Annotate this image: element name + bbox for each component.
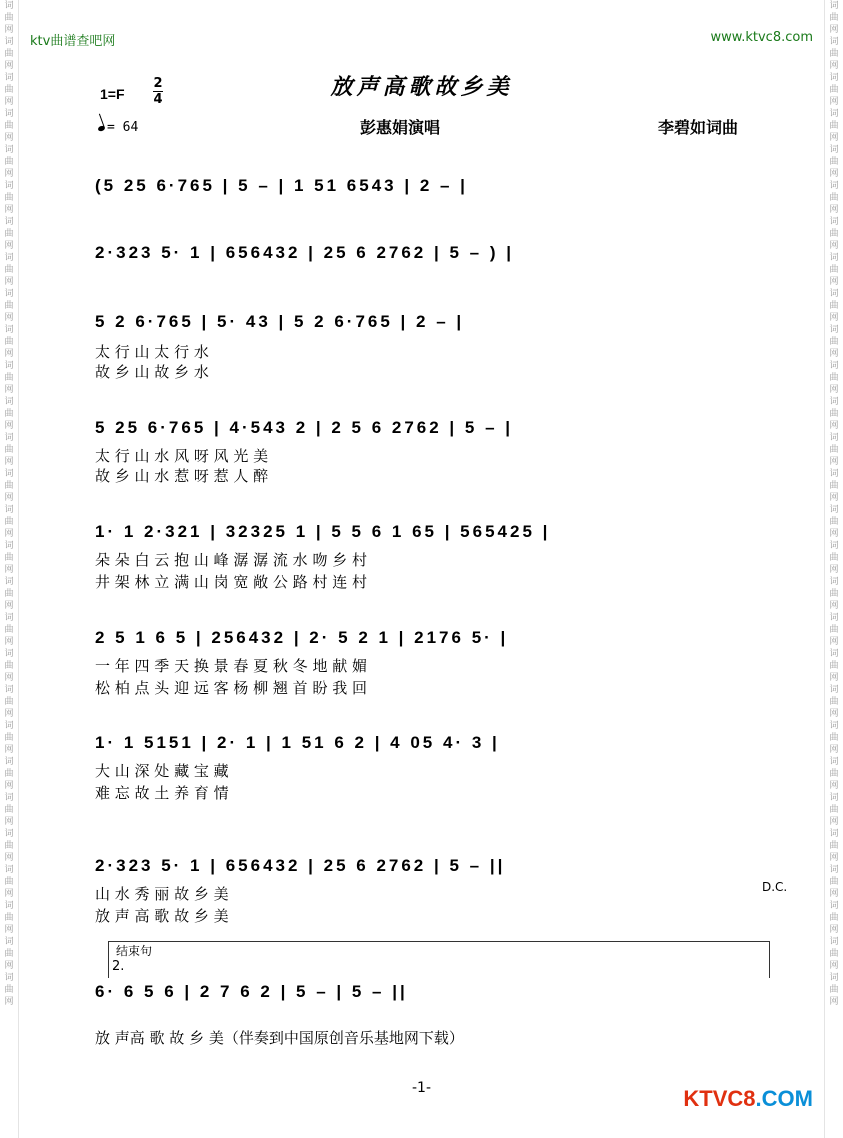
lyric-5-1: 朵 朵 白 云 抱 山 峰 潺 潺 流 水 吻 乡 村 <box>95 551 367 569</box>
coda-label: 结束句 <box>116 944 153 958</box>
dc-mark: D.C. <box>762 880 788 894</box>
time-signature <box>152 76 164 107</box>
tempo-mark: = 64 <box>98 120 138 135</box>
score-line-5: 1· 1 2·321 | 32325 1 | 5 5 6 1 65 | 565425 | <box>95 522 551 541</box>
coda-ending-number: 2. <box>112 959 125 974</box>
side-watermark-left: 词曲网词曲网词曲网词曲网词曲网词曲网词曲网词曲网词曲网词曲网词曲网词曲网词曲网词曲网词曲网词曲网词曲网词曲网词曲网词曲网词曲网词曲网词曲网词曲网词曲网词曲网词曲网词曲网 <box>4 1 14 1007</box>
composer: 李碧如词曲 <box>658 118 739 137</box>
lyric-4-1: 太 行 山 水 风 呀 风 光 美 <box>95 447 269 465</box>
quarter-note-icon <box>97 125 105 132</box>
score-line-7: 1· 1 5151 | 2· 1 | 1 51 6 2 | 4 05 4· 3 | <box>95 733 500 752</box>
lyric-9-1: 放 声高 歌 故 乡 美（伴奏到中国原创音乐基地网下载） <box>95 1029 464 1047</box>
score-line-6: 2 5 1 6 5 | 256432 | 2· 5 2 1 | 2176 5· | <box>95 628 509 647</box>
lyric-7-1: 大 山 深 处 藏 宝 藏 <box>95 762 229 780</box>
score-line-2: 2·323 5· 1 | 656432 | 25 6 2762 | 5 – ) | <box>95 243 514 262</box>
time-bottom: 4 <box>153 92 163 107</box>
score-line-1: (5 25 6·765 | 5 – | 1 51 6543 | 2 – | <box>95 176 468 195</box>
lyric-8-1: 山 水 秀 丽 故 乡 美 <box>95 885 229 903</box>
song-title: 放声高歌故乡美 <box>330 74 513 100</box>
score-line-8: 2·323 5· 1 | 656432 | 25 6 2762 | 5 – || <box>95 856 506 875</box>
key-signature: 1=F <box>100 86 125 102</box>
ktvc8-logo[interactable]: KTVC8.COM <box>683 1086 813 1111</box>
lyric-3-2: 故 乡 山 故 乡 水 <box>95 363 209 381</box>
score-line-4: 5 25 6·765 | 4·543 2 | 2 5 6 2762 | 5 – | <box>95 418 514 437</box>
lyric-6-1: 一 年 四 季 天 换 景 春 夏 秋 冬 地 献 媚 <box>95 657 367 675</box>
page-number: -1- <box>411 1080 431 1096</box>
side-watermark-right: 词曲网词曲网词曲网词曲网词曲网词曲网词曲网词曲网词曲网词曲网词曲网词曲网词曲网词曲网词曲网词曲网词曲网词曲网词曲网词曲网词曲网词曲网词曲网词曲网词曲网词曲网词曲网词曲网 <box>829 1 839 1007</box>
performer: 彭惠娟演唱 <box>360 118 441 137</box>
lyric-4-2: 故 乡 山 水 惹 呀 惹 人 醉 <box>95 467 269 485</box>
site-name-left[interactable]: ktv曲谱查吧网 <box>30 34 116 49</box>
lyric-6-2: 松 柏 点 头 迎 远 客 杨 柳 翘 首 盼 我 回 <box>95 679 367 697</box>
lyric-8-2: 放 声 高 歌 故 乡 美 <box>95 907 229 925</box>
score-line-3: 5 2 6·765 | 5· 43 | 5 2 6·765 | 2 – | <box>95 312 465 331</box>
lyric-3-1: 太 行 山 太 行 水 <box>95 343 209 361</box>
time-top: 2 <box>153 76 163 91</box>
site-url-right[interactable]: www.ktvc8.com <box>710 30 813 45</box>
lyric-5-2: 井 架 林 立 满 山 岗 宽 敞 公 路 村 连 村 <box>95 573 367 591</box>
score-line-9: 6· 6 5 6 | 2 7 6 2 | 5 – | 5 – || <box>95 982 408 1001</box>
coda-bracket <box>108 941 770 978</box>
lyric-7-2: 难 忘 故 土 养 育 情 <box>95 784 229 802</box>
